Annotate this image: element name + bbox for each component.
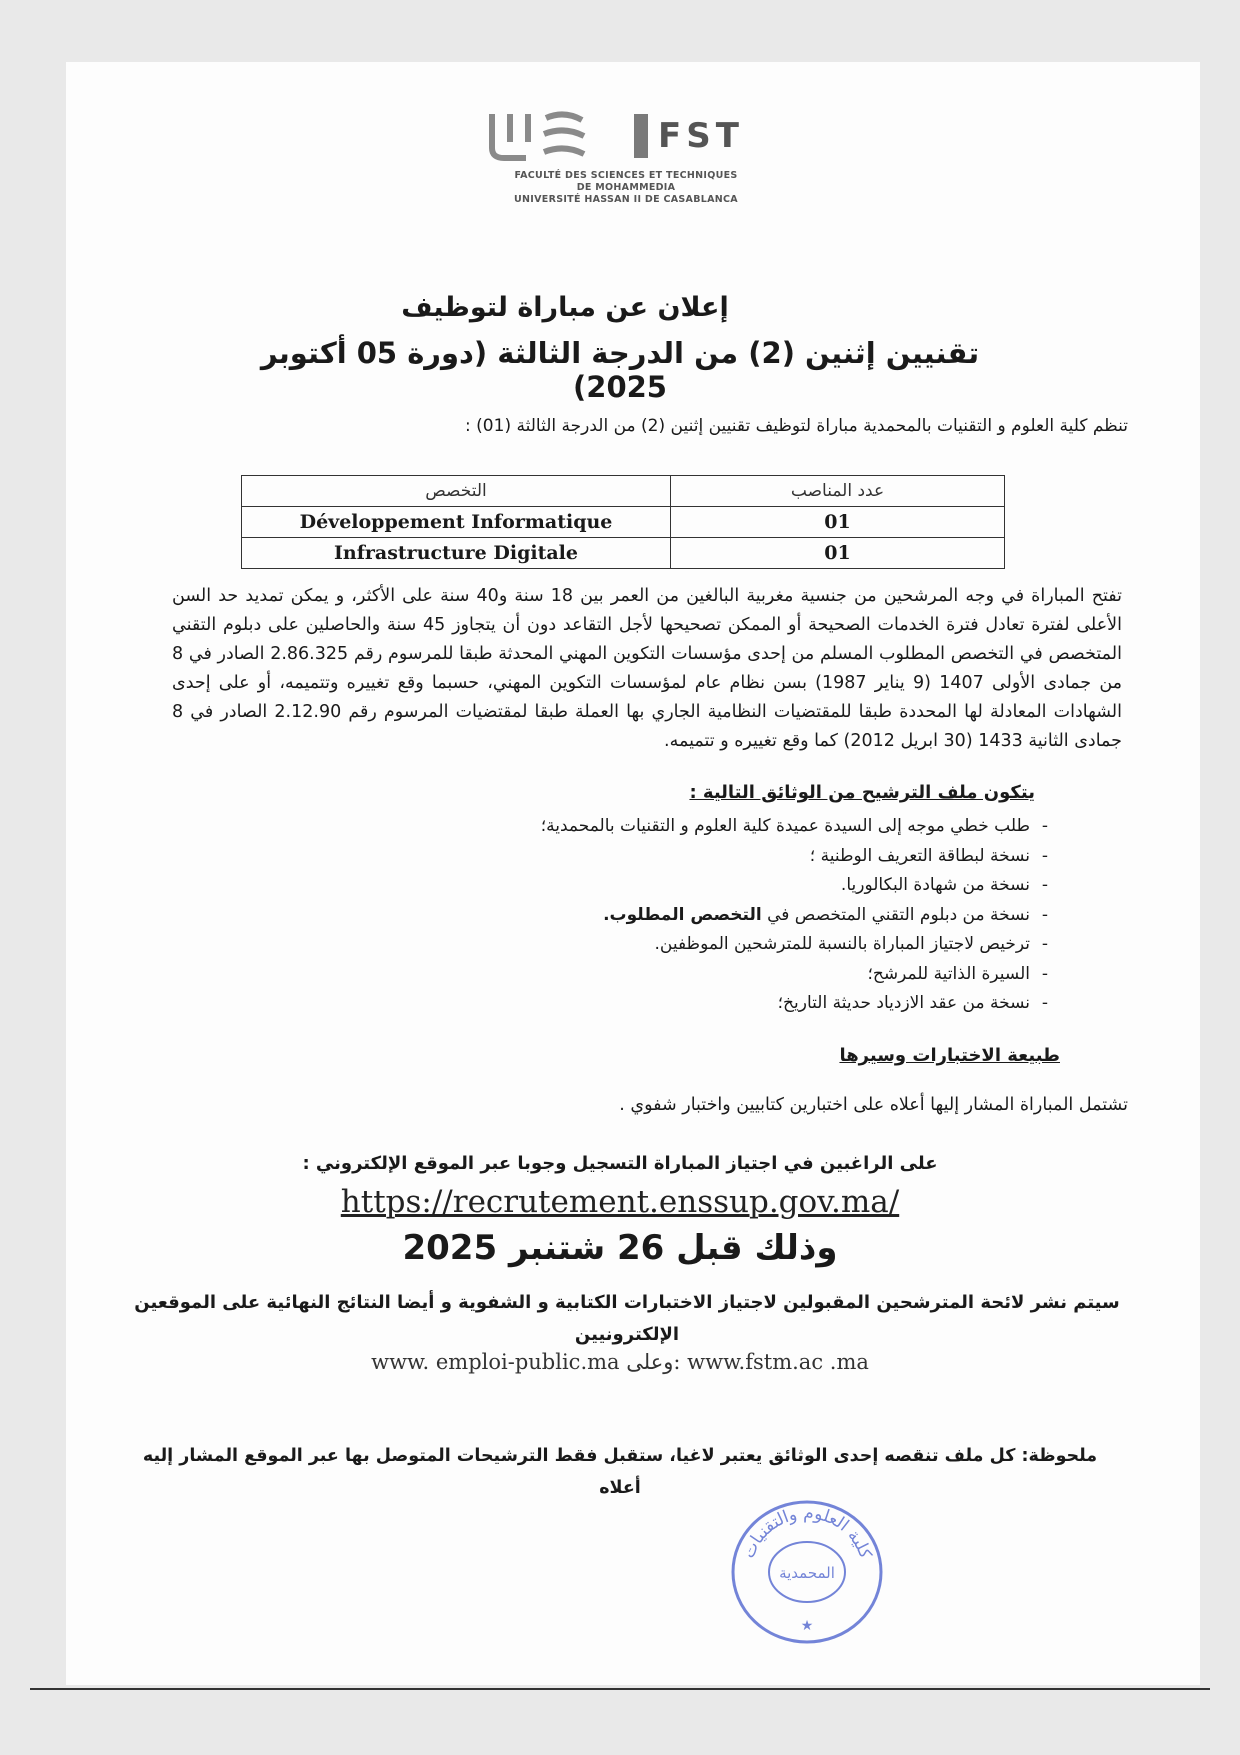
stamp-outer-text: كلية العلوم والتقنيات	[738, 1503, 876, 1562]
list-item: -نسخة من عقد الازدياد حديثة التاريخ؛	[777, 993, 1049, 1013]
table-header-row	[242, 476, 1005, 507]
row-count: 01	[671, 507, 1005, 538]
table-row	[242, 538, 1005, 569]
list-item: -طلب خطي موجه إلى السيدة عميدة كلية العلوم و التقنيات بالمحمدية؛	[540, 816, 1049, 836]
registration-text: على الراغبين في اجتياز المباراة التسجيل وجوبا عبر الموقع الإلكتروني :	[302, 1153, 938, 1174]
logo-mark: FST	[658, 116, 744, 156]
logo-line-1: FACULTÉ DES SCIENCES ET TECHNIQUES	[514, 170, 738, 181]
documents-list	[360, 812, 1060, 1019]
list-item: -نسخة من شهادة البكالوريا.	[840, 875, 1049, 895]
logo-line-3: UNIVERSITÉ HASSAN II DE CASABLANCA	[514, 194, 738, 205]
documents-title: يتكون ملف الترشيح من الوثائق التالية :	[689, 782, 1035, 803]
header-count: عدد المناصب	[671, 476, 1005, 507]
logo-divider	[634, 114, 648, 158]
list-item: -نسخة لبطاقة التعريف الوطنية ؛	[809, 845, 1049, 866]
stamp-inner-text: المحمدية	[779, 1564, 835, 1582]
registration-deadline: وذلك قبل 26 شتنبر 2025	[402, 1228, 838, 1268]
announcement-subtitle: تقنيين إثنين (2) من الدرجة الثالثة (دورة 05 أكتوبر 2025)	[260, 336, 980, 404]
row-specialty: Infrastructure Digitale	[242, 538, 671, 569]
logo-line-2: DE MOHAMMEDIA	[576, 182, 676, 193]
header-specialty: التخصص	[242, 476, 671, 507]
exams-title: طبيعة الاختبارات وسيرها	[839, 1045, 1060, 1066]
exams-text: تشتمل المباراة المشار إليها أعلاه على اختبارين كتابيين واختبار شفوي .	[619, 1095, 1128, 1115]
positions-table	[241, 475, 1005, 569]
scan-edge-line	[30, 1688, 1210, 1690]
stamp-star-icon: ★	[800, 1618, 814, 1634]
announcement-title: إعلان عن مباراة لتوظيف	[401, 292, 729, 323]
publication-sites[interactable]: www. emploi-public.ma وعلى: www.fstm.ac .ma	[371, 1350, 869, 1374]
fst-logo	[486, 108, 766, 208]
eligibility-paragraph: تفتح المباراة في وجه المرشحين من جنسية مغربية البالغين من العمر بين 18 سنة و40 سنة على الأكثر، و يمكن تمديد حد السن الأعلى لفترة تعادل فترة الخدمات الصحيحة أو الممكن تصحيحها لأجل التقاعد دون أن يتجاوز 45 سنة والحاصلين على دبلوم التقني المتخصص في التخصص المطلوب المسلم من إحدى مؤسسات التكوين المهني المحدثة طبقا للمرسوم رقم 2.86.325 الصادر في 8 من جمادى الأولى 1407 (9 يناير 1987) بسن نظام عام لمؤسسات التكوين المهني، حسبما وقع تغييره وتتميمه، أو على إحدى الشهادات المعادلة لها المحددة طبقا للمقتضيات النظامية الجاري بها العملة طبقا لمقتضيات المرسوم رقم 2.12.90 الصادر في 8 جمادى الثانية 1433 (30 ابريل 2012) كما وقع تغييره و تتميمه.	[172, 586, 1123, 751]
intro-text: تنظم كلية العلوم و التقنيات بالمحمدية مباراة لتوظيف تقنيين إثنين (2) من الدرجة الثالثة (01) :	[465, 416, 1128, 436]
svg-text:كلية العلوم والتقنيات	[739, 1503, 876, 1562]
registration-link[interactable]: https://recrutement.enssup.gov.ma/	[340, 1184, 900, 1220]
table-row	[242, 507, 1005, 538]
list-item: -نسخة من دبلوم التقني المتخصص في التخصص المطلوب.	[603, 904, 1049, 925]
list-item: -السيرة الذاتية للمرشح؛	[867, 963, 1049, 984]
university-logo-icon	[486, 108, 626, 164]
note-text: ملحوظة: كل ملف تنقصه إحدى الوثائق يعتبر لاغيا، ستقبل فقط الترشيحات المتوصل بها عبر الموقع المشار إليه أعلاه	[142, 1446, 1098, 1498]
official-stamp-icon	[722, 1490, 892, 1650]
row-specialty: Développement Informatique	[242, 507, 671, 538]
row-count: 01	[671, 538, 1005, 569]
publication-text: سيتم نشر لائحة المترشحين المقبولين لاجتياز الاختبارات الكتابية و الشفوية و أيضا النتائج النهائية على الموقعين الإلكترونيين	[134, 1292, 1120, 1345]
list-item: -ترخيص لاجتياز المباراة بالنسبة للمترشحين الموظفين.	[654, 934, 1049, 954]
required-specialty: التخصص المطلوب.	[603, 904, 762, 925]
